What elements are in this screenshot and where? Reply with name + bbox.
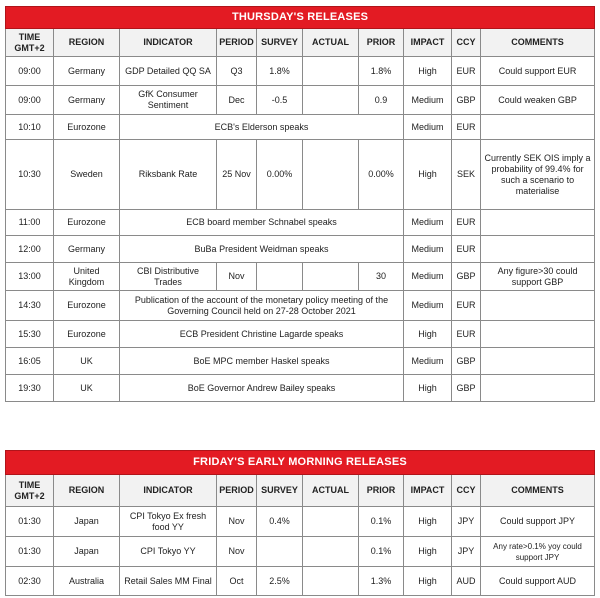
cell-comments: Any figure>30 could support GBP	[481, 263, 595, 291]
cell-time: 14:30	[6, 291, 54, 321]
cell-time: 01:30	[6, 537, 54, 567]
cell-region: Eurozone	[54, 115, 120, 140]
table-row	[6, 321, 595, 348]
cell-comments: Could weaken GBP	[481, 86, 595, 115]
cell-prior: 0.9	[359, 86, 404, 115]
header-survey: SURVEY	[257, 29, 303, 57]
header-survey: SURVEY	[257, 475, 303, 507]
cell-comments: Any rate>0.1% yoy could support JPY	[481, 537, 595, 567]
cell-region: Germany	[54, 57, 120, 86]
cell-comments: Could support EUR	[481, 57, 595, 86]
cell-impact: High	[404, 375, 452, 402]
cell-survey: 2.5%	[257, 567, 303, 596]
cell-impact: Medium	[404, 210, 452, 236]
table-row	[6, 140, 595, 210]
cell-survey: 1.8%	[257, 57, 303, 86]
cell-indicator: CBI Distributive Trades	[120, 263, 217, 291]
thursday-releases-table	[5, 6, 595, 402]
friday-releases-table	[5, 450, 595, 596]
cell-time: 12:00	[6, 236, 54, 263]
cell-impact: High	[404, 567, 452, 596]
thursday-header-row	[6, 29, 595, 57]
header-region: REGION	[54, 29, 120, 57]
cell-comments	[481, 291, 595, 321]
cell-region: Australia	[54, 567, 120, 596]
cell-impact: Medium	[404, 86, 452, 115]
cell-prior: 0.00%	[359, 140, 404, 210]
cell-survey: 0.00%	[257, 140, 303, 210]
cell-region: Germany	[54, 236, 120, 263]
cell-ccy: EUR	[452, 115, 481, 140]
cell-comments: Currently SEK OIS imply a probability of 99.4% for such a scenario to materialise	[481, 140, 595, 210]
table-row	[6, 57, 595, 86]
cell-region: United Kingdom	[54, 263, 120, 291]
cell-time: 13:00	[6, 263, 54, 291]
cell-indicator: Riksbank Rate	[120, 140, 217, 210]
cell-region: UK	[54, 375, 120, 402]
cell-actual	[303, 57, 359, 86]
cell-impact: High	[404, 140, 452, 210]
cell-time: 09:00	[6, 57, 54, 86]
header-period: PERIOD	[217, 475, 257, 507]
cell-region: Eurozone	[54, 321, 120, 348]
cell-comments: Could support AUD	[481, 567, 595, 596]
header-region: REGION	[54, 475, 120, 507]
cell-ccy: GBP	[452, 375, 481, 402]
header-period: PERIOD	[217, 29, 257, 57]
cell-survey: 0.4%	[257, 507, 303, 537]
cell-prior: 1.8%	[359, 57, 404, 86]
table-row	[6, 348, 595, 375]
cell-impact: Medium	[404, 263, 452, 291]
cell-indicator: GDP Detailed QQ SA	[120, 57, 217, 86]
table-row	[6, 210, 595, 236]
cell-event: BuBa President Weidman speaks	[120, 236, 404, 263]
cell-impact: Medium	[404, 115, 452, 140]
cell-survey	[257, 263, 303, 291]
cell-region: Japan	[54, 537, 120, 567]
cell-indicator: GfK Consumer Sentiment	[120, 86, 217, 115]
cell-comments: Could support JPY	[481, 507, 595, 537]
header-impact: IMPACT	[404, 29, 452, 57]
cell-impact: Medium	[404, 291, 452, 321]
cell-impact: High	[404, 507, 452, 537]
cell-prior: 1.3%	[359, 567, 404, 596]
thursday-table-title: THURSDAY'S RELEASES	[6, 7, 595, 29]
cell-region: Germany	[54, 86, 120, 115]
cell-time: 16:05	[6, 348, 54, 375]
cell-comments	[481, 348, 595, 375]
header-ccy: CCY	[452, 29, 481, 57]
table-row	[6, 567, 595, 596]
cell-survey	[257, 537, 303, 567]
header-ccy: CCY	[452, 475, 481, 507]
cell-event: Publication of the account of the monetary policy meeting of the Governing Council held on 27-28 October 2021	[120, 291, 404, 321]
cell-actual	[303, 507, 359, 537]
cell-impact: High	[404, 537, 452, 567]
cell-ccy: JPY	[452, 507, 481, 537]
cell-event: BoE MPC member Haskel speaks	[120, 348, 404, 375]
cell-ccy: EUR	[452, 57, 481, 86]
cell-period: Nov	[217, 507, 257, 537]
friday-header-row	[6, 475, 595, 507]
cell-actual	[303, 567, 359, 596]
friday-table-title: FRIDAY'S EARLY MORNING RELEASES	[6, 451, 595, 475]
cell-ccy: GBP	[452, 86, 481, 115]
cell-impact: Medium	[404, 348, 452, 375]
header-comments: COMMENTS	[481, 475, 595, 507]
cell-region: Sweden	[54, 140, 120, 210]
cell-impact: High	[404, 57, 452, 86]
cell-ccy: GBP	[452, 348, 481, 375]
cell-region: Eurozone	[54, 291, 120, 321]
cell-time: 01:30	[6, 507, 54, 537]
header-time: TIME GMT+2	[6, 475, 54, 507]
cell-event: ECB's Elderson speaks	[120, 115, 404, 140]
cell-ccy: AUD	[452, 567, 481, 596]
table-row	[6, 115, 595, 140]
cell-time: 10:10	[6, 115, 54, 140]
cell-ccy: GBP	[452, 263, 481, 291]
cell-indicator: Retail Sales MM Final	[120, 567, 217, 596]
table-row	[6, 263, 595, 291]
cell-time: 10:30	[6, 140, 54, 210]
table-row	[6, 507, 595, 537]
cell-comments	[481, 115, 595, 140]
cell-ccy: EUR	[452, 210, 481, 236]
header-actual: ACTUAL	[303, 29, 359, 57]
table-row	[6, 291, 595, 321]
cell-ccy: EUR	[452, 291, 481, 321]
table-row	[6, 537, 595, 567]
cell-time: 09:00	[6, 86, 54, 115]
header-prior: PRIOR	[359, 29, 404, 57]
cell-period: 25 Nov	[217, 140, 257, 210]
cell-region: Eurozone	[54, 210, 120, 236]
cell-prior: 0.1%	[359, 507, 404, 537]
cell-actual	[303, 86, 359, 115]
header-impact: IMPACT	[404, 475, 452, 507]
cell-prior: 0.1%	[359, 537, 404, 567]
cell-period: Nov	[217, 537, 257, 567]
header-time: TIME GMT+2	[6, 29, 54, 57]
header-indicator: INDICATOR	[120, 475, 217, 507]
cell-impact: Medium	[404, 236, 452, 263]
header-indicator: INDICATOR	[120, 29, 217, 57]
table-row	[6, 236, 595, 263]
cell-comments	[481, 236, 595, 263]
cell-period: Oct	[217, 567, 257, 596]
cell-impact: High	[404, 321, 452, 348]
cell-time: 15:30	[6, 321, 54, 348]
cell-comments	[481, 375, 595, 402]
cell-event: BoE Governor Andrew Bailey speaks	[120, 375, 404, 402]
cell-actual	[303, 140, 359, 210]
cell-actual	[303, 263, 359, 291]
cell-indicator: CPI Tokyo Ex fresh food YY	[120, 507, 217, 537]
cell-period: Dec	[217, 86, 257, 115]
cell-event: ECB President Christine Lagarde speaks	[120, 321, 404, 348]
cell-time: 11:00	[6, 210, 54, 236]
cell-ccy: SEK	[452, 140, 481, 210]
header-prior: PRIOR	[359, 475, 404, 507]
cell-ccy: JPY	[452, 537, 481, 567]
cell-comments	[481, 210, 595, 236]
cell-actual	[303, 537, 359, 567]
cell-period: Nov	[217, 263, 257, 291]
cell-indicator: CPI Tokyo YY	[120, 537, 217, 567]
cell-region: Japan	[54, 507, 120, 537]
cell-ccy: EUR	[452, 321, 481, 348]
cell-period: Q3	[217, 57, 257, 86]
cell-comments	[481, 321, 595, 348]
cell-ccy: EUR	[452, 236, 481, 263]
header-actual: ACTUAL	[303, 475, 359, 507]
cell-region: UK	[54, 348, 120, 375]
cell-time: 02:30	[6, 567, 54, 596]
cell-survey: -0.5	[257, 86, 303, 115]
cell-time: 19:30	[6, 375, 54, 402]
table-row	[6, 375, 595, 402]
header-comments: COMMENTS	[481, 29, 595, 57]
cell-event: ECB board member Schnabel speaks	[120, 210, 404, 236]
table-row	[6, 86, 595, 115]
cell-prior: 30	[359, 263, 404, 291]
